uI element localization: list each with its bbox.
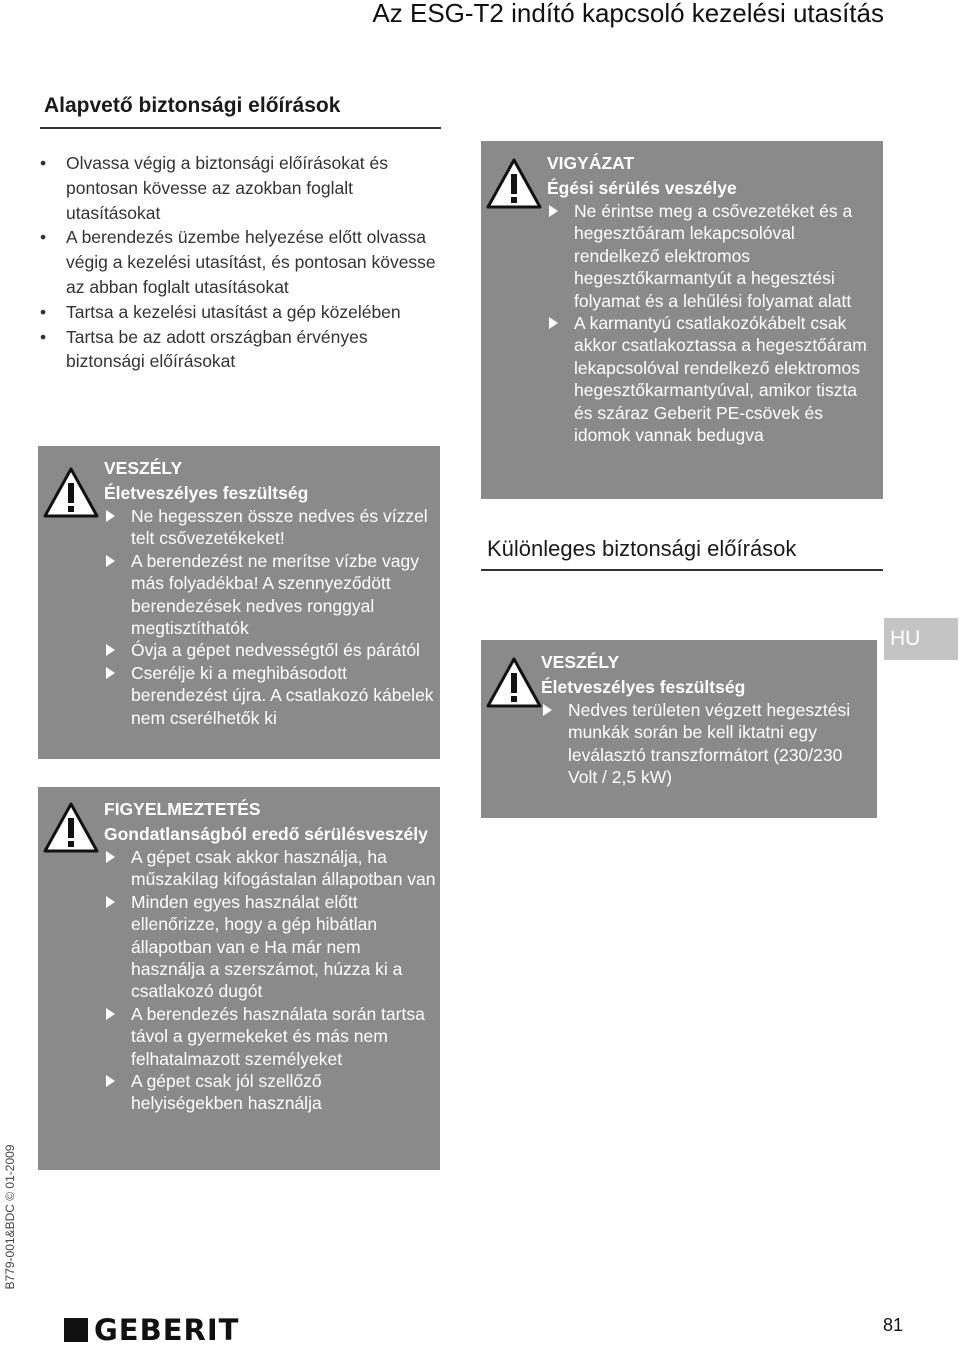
warning-icon [42,466,100,520]
logo-square-icon [64,1318,88,1342]
document-code: B779-001&BDC © 01-2009 [3,1144,17,1290]
list-item: Minden egyes használat előtt ellenőrizze, hogy a gép hibátlan állapotban van e Ha már nem használja a szerszámot, húzza ki a csatlakozó dugót [104,891,436,1003]
caution-heading: VIGYÁZAT [547,153,635,173]
list-item: A gépet csak jól szellőző helyiségekben használja [104,1070,436,1115]
list-item: Ne érintse meg a csővezetéket és a hegesztőáram lekapcsolóval rendelkező elektromos hegesztőkarmantyút a hegesztési folyamat és a lehűlési folyamat alatt [547,200,879,312]
warning-box [38,787,440,1170]
language-tab: HU [884,618,958,660]
list-item: A berendezést ne merítse vízbe vagy más folyadékba! A szennyeződött berendezések nedves ronggyal megtisztíthatók [104,550,436,640]
list-item: Cserélje ki a meghibásodott berendezést újra. A csatlakozó kábelek nem cserélhetők ki [104,662,436,729]
list-item: Ne hegesszen össze nedves és vízzel telt csővezetékeket! [104,505,436,550]
danger-heading: VESZÉLY [541,652,620,672]
caution-subheading: Égési sérülés veszélye [547,177,737,198]
section-title-special: Különleges biztonsági előírások [487,536,797,561]
danger-subheading: Életveszélyes feszültség [541,676,746,697]
logo-text: GEBERIT [94,1313,240,1347]
danger-subheading: Életveszélyes feszültség [104,482,309,503]
list-item: • Tartsa be az adott országban érvényes biztonsági előírásokat [40,325,450,375]
section-title-basic: Alapvető biztonsági előírások [44,94,341,117]
list-item: Nedves területen végzett hegesztési munkák során be kell iktatni egy leválasztó transzformátort (230/230 Volt / 2,5 kW) [541,699,873,789]
geberit-logo [64,1314,239,1346]
list-item: • Tartsa a kezelési utasítást a gép közelében [40,300,450,325]
warning-heading: FIGYELMEZTETÉS [104,799,261,819]
list-item: A karmantyú csatlakozókábelt csak akkor csatlakoztassa a hegesztőáram lekapcsolóval rendelkező elektromos hegesztőkarmantyúval, amikor tiszta és száraz Geberit PE-csövek és idomok vannak bedugva [547,312,879,446]
list-item: Óvja a gépet nedvességtől és párától [104,639,436,661]
list-item: • Olvassa végig a biztonsági előírásokat és pontosan kövesse az azokban foglalt utasításokat [40,151,450,225]
warning-subheading: Gondatlanságból eredő sérülésveszély [104,823,428,844]
list-item: A berendezés használata során tartsa távol a gyermekeket és más nem felhatalmazott személyeket [104,1003,436,1070]
list-item: • A berendezés üzembe helyezése előtt olvassa végig a kezelési utasítást, és pontosan kövesse az abban foglalt utasításokat [40,225,450,299]
basic-safety-list [40,151,450,374]
danger-heading: VESZÉLY [104,458,183,478]
warning-icon [42,801,100,855]
warning-icon [485,656,543,710]
section-divider [481,569,883,571]
document-title: Az ESG-T2 indító kapcsoló kezelési utasítás [372,0,884,28]
caution-box [481,141,883,499]
list-item: A gépet csak akkor használja, ha műszakilag kifogástalan állapotban van [104,846,436,891]
danger-box [38,446,440,759]
page-number: 81 [883,1315,904,1335]
warning-icon [485,157,543,211]
danger-box [481,640,877,818]
section-divider [40,127,441,129]
